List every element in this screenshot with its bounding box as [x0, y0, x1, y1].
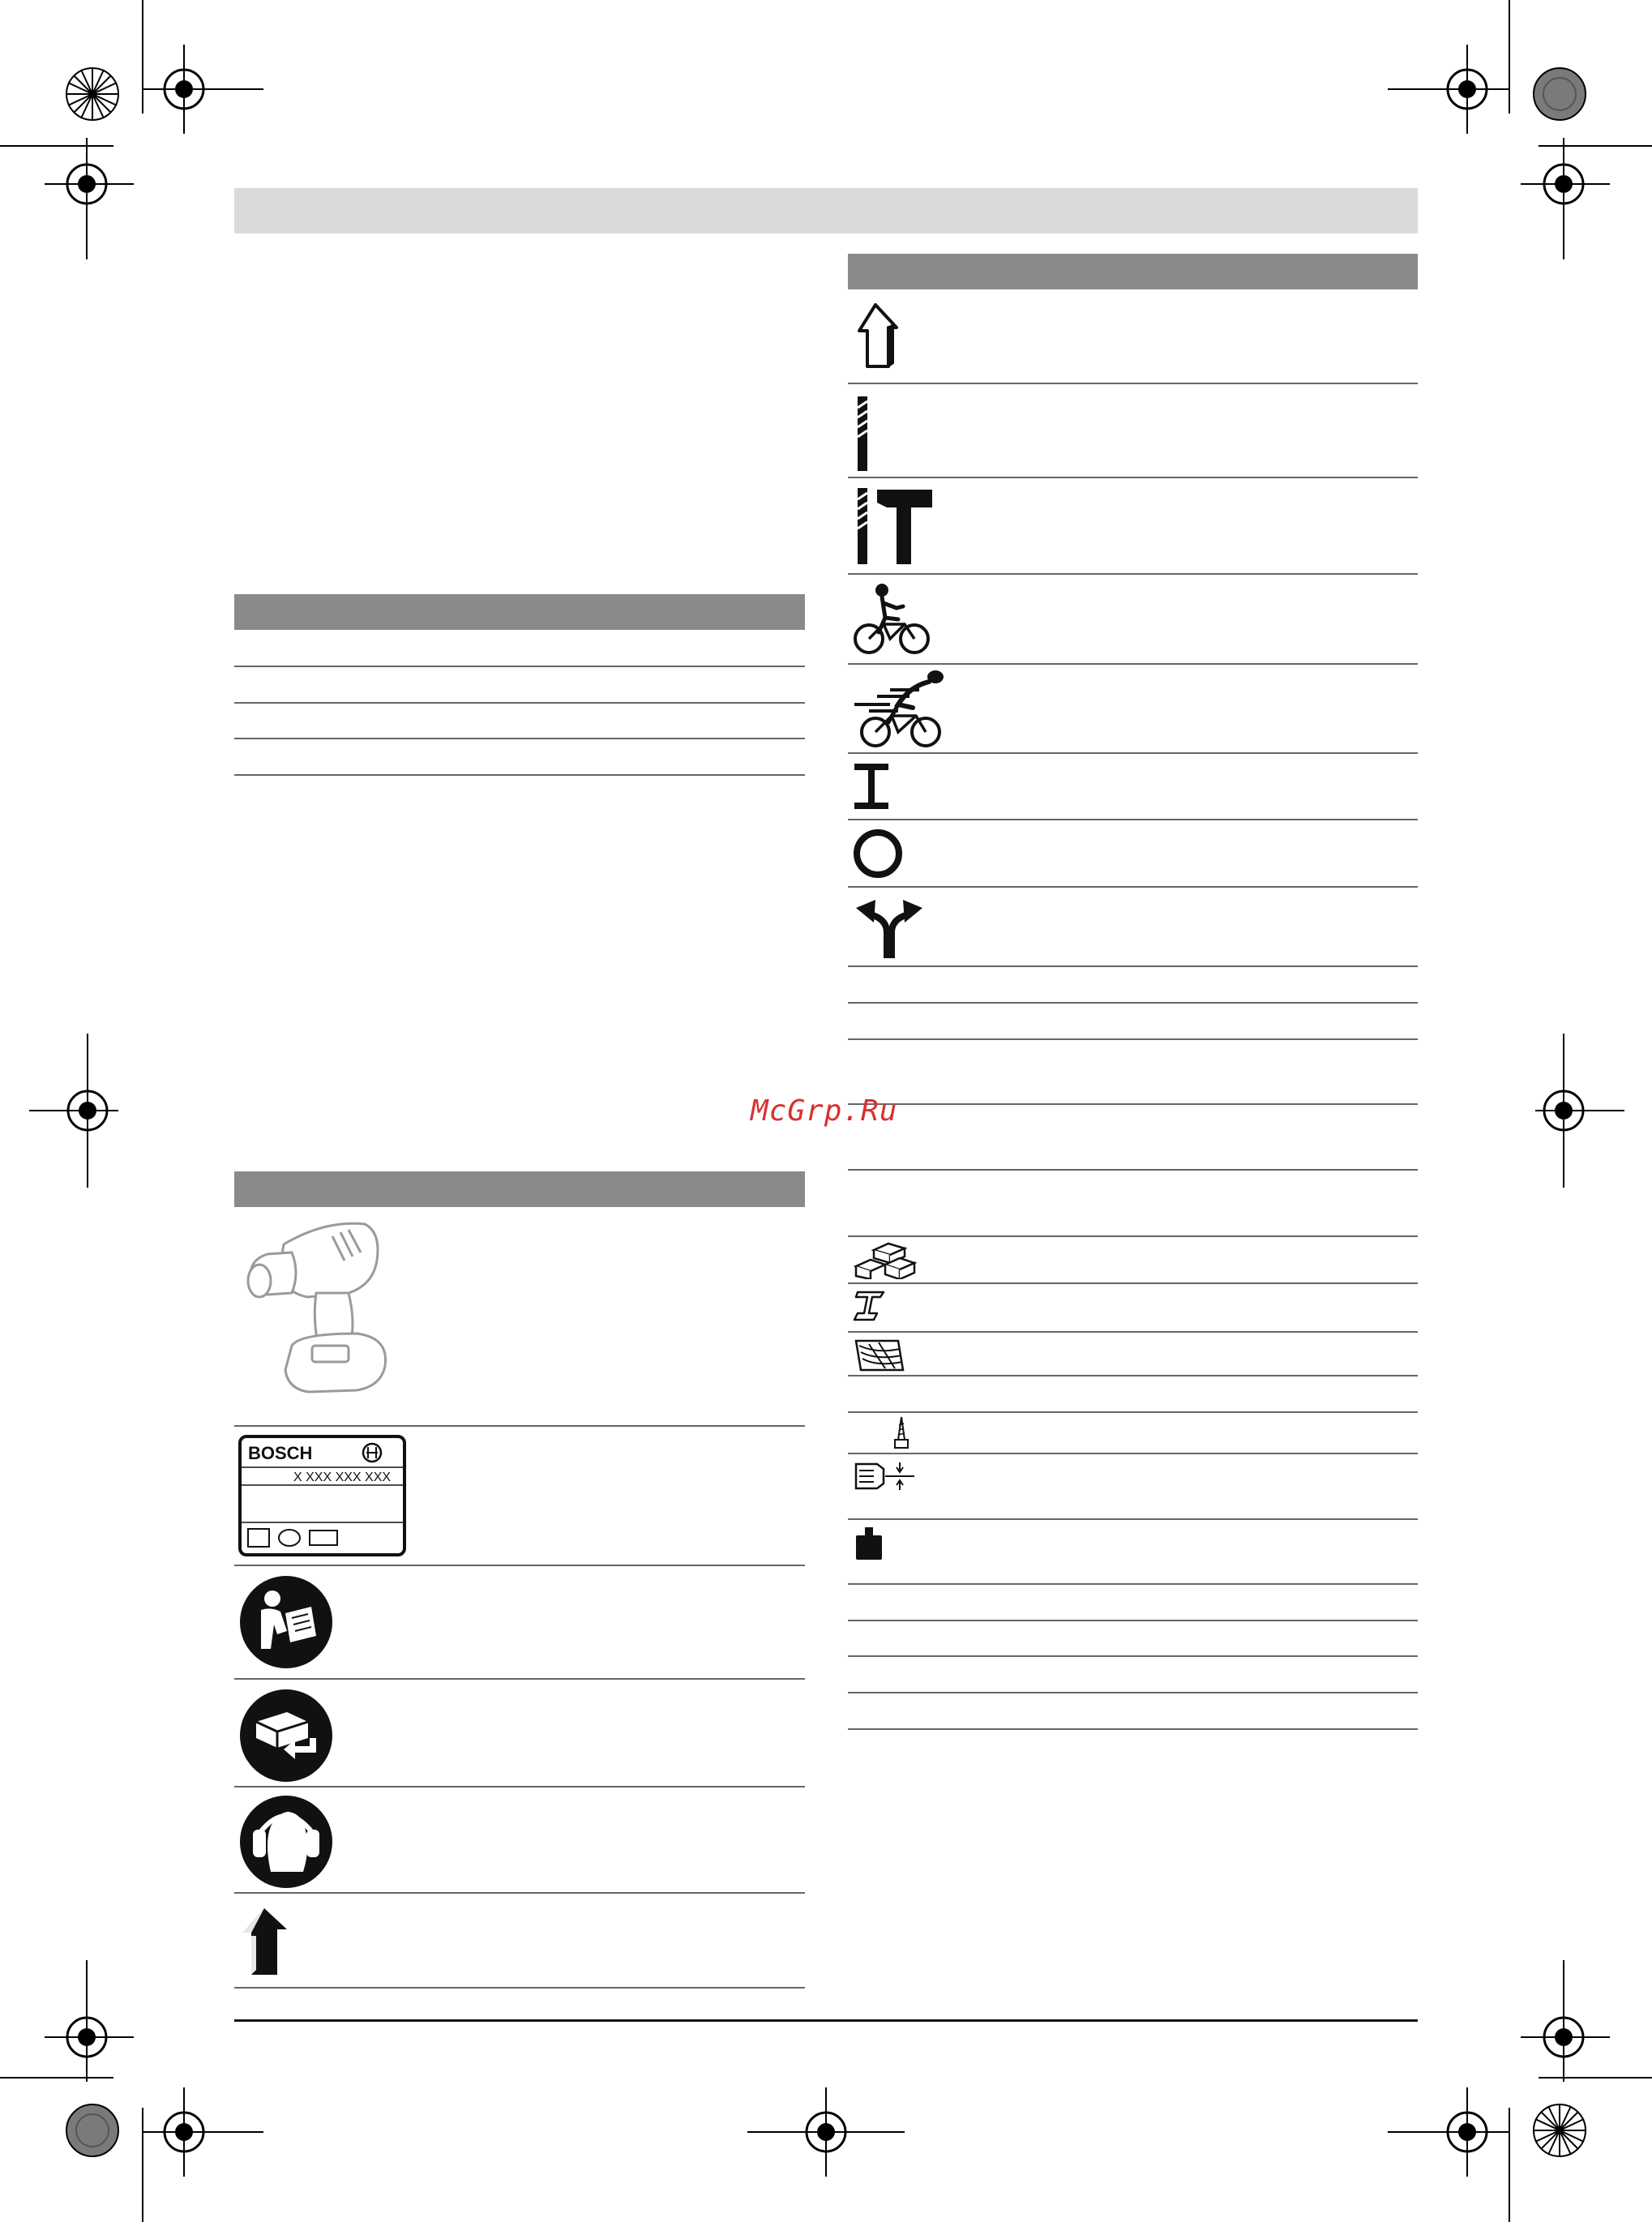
table-divider	[848, 1375, 1418, 1376]
table-divider	[848, 1282, 1418, 1284]
left-table-2-header	[234, 1171, 805, 1207]
table-divider	[848, 819, 1418, 820]
table-divider	[848, 1620, 1418, 1621]
registration-mark-icon	[142, 45, 263, 134]
footer-rule	[234, 2019, 1418, 2022]
registration-mark-icon	[1521, 138, 1610, 259]
table-divider	[848, 1728, 1418, 1730]
registration-mark-icon	[1535, 1034, 1624, 1188]
color-wheel-icon	[65, 66, 120, 122]
table-divider	[234, 666, 805, 667]
table-divider	[848, 1411, 1418, 1413]
table-divider	[848, 965, 1418, 967]
drill-bit-hammer-icon	[853, 485, 935, 567]
table-divider	[234, 702, 805, 704]
drill-bit-icon	[853, 393, 872, 474]
color-wheel-icon	[1532, 2103, 1587, 2158]
screw-icon	[892, 1415, 911, 1451]
remove-battery-icon	[238, 1688, 334, 1783]
registration-mark-icon	[29, 1034, 118, 1188]
right-table-header	[848, 254, 1418, 289]
table-divider	[848, 477, 1418, 478]
table-divider	[848, 573, 1418, 575]
registration-mark-icon	[1521, 1960, 1610, 2082]
table-divider	[234, 738, 805, 739]
table-divider	[848, 383, 1418, 384]
chuck-clamp-range-icon	[853, 1459, 918, 1492]
table-divider	[848, 1655, 1418, 1657]
table-divider	[848, 1002, 1418, 1004]
watermark-text: McGrp.Ru	[751, 1094, 898, 1128]
registration-mark-icon	[1388, 2087, 1509, 2177]
table-divider	[848, 886, 1418, 888]
left-table-1-header	[234, 594, 805, 630]
table-divider	[848, 1169, 1418, 1171]
table-divider	[848, 1453, 1418, 1454]
table-divider	[848, 1103, 1418, 1105]
table-divider	[234, 1892, 805, 1894]
gray-disk-icon	[1532, 66, 1587, 122]
power-drill-illustration	[235, 1212, 389, 1398]
fork-arrow-icon	[853, 895, 926, 960]
registration-mark-icon	[747, 2087, 905, 2177]
hearing-protection-icon	[238, 1794, 334, 1890]
registration-mark-icon	[45, 1960, 134, 2082]
table-divider	[848, 1038, 1418, 1040]
table-divider	[234, 1678, 805, 1680]
table-divider	[234, 1987, 805, 1989]
nameplate-article-number: X XXX XXX XXX	[293, 1471, 392, 1484]
nameplate-brand: BOSCH	[248, 1443, 313, 1463]
bosch-nameplate-icon	[238, 1435, 406, 1556]
arrow-up-solid-icon	[240, 1905, 292, 1978]
table-divider	[848, 1583, 1418, 1585]
table-divider	[848, 663, 1418, 665]
cyclist-fast-icon	[853, 669, 950, 750]
arrow-up-outline-icon	[856, 302, 905, 371]
gray-disk-icon	[65, 2103, 120, 2158]
table-divider	[848, 1518, 1418, 1520]
table-divider	[848, 1331, 1418, 1333]
registration-mark-icon	[142, 2087, 263, 2177]
bricks-icon	[853, 1242, 918, 1279]
read-manual-icon	[238, 1574, 334, 1670]
cyclist-slow-icon	[853, 582, 931, 657]
circle-outline-icon	[853, 828, 903, 879]
table-divider	[848, 1235, 1418, 1237]
registration-mark-icon	[1388, 45, 1509, 134]
wood-icon	[853, 1338, 906, 1373]
registration-mark-icon	[45, 138, 134, 259]
table-divider	[234, 1425, 805, 1427]
weight-icon	[853, 1526, 885, 1561]
table-divider	[234, 1786, 805, 1787]
table-divider	[234, 774, 805, 776]
steel-beam-icon	[853, 1289, 890, 1323]
i-beam-icon	[853, 762, 890, 811]
table-divider	[234, 1565, 805, 1566]
table-divider	[848, 1692, 1418, 1693]
table-divider	[848, 752, 1418, 754]
